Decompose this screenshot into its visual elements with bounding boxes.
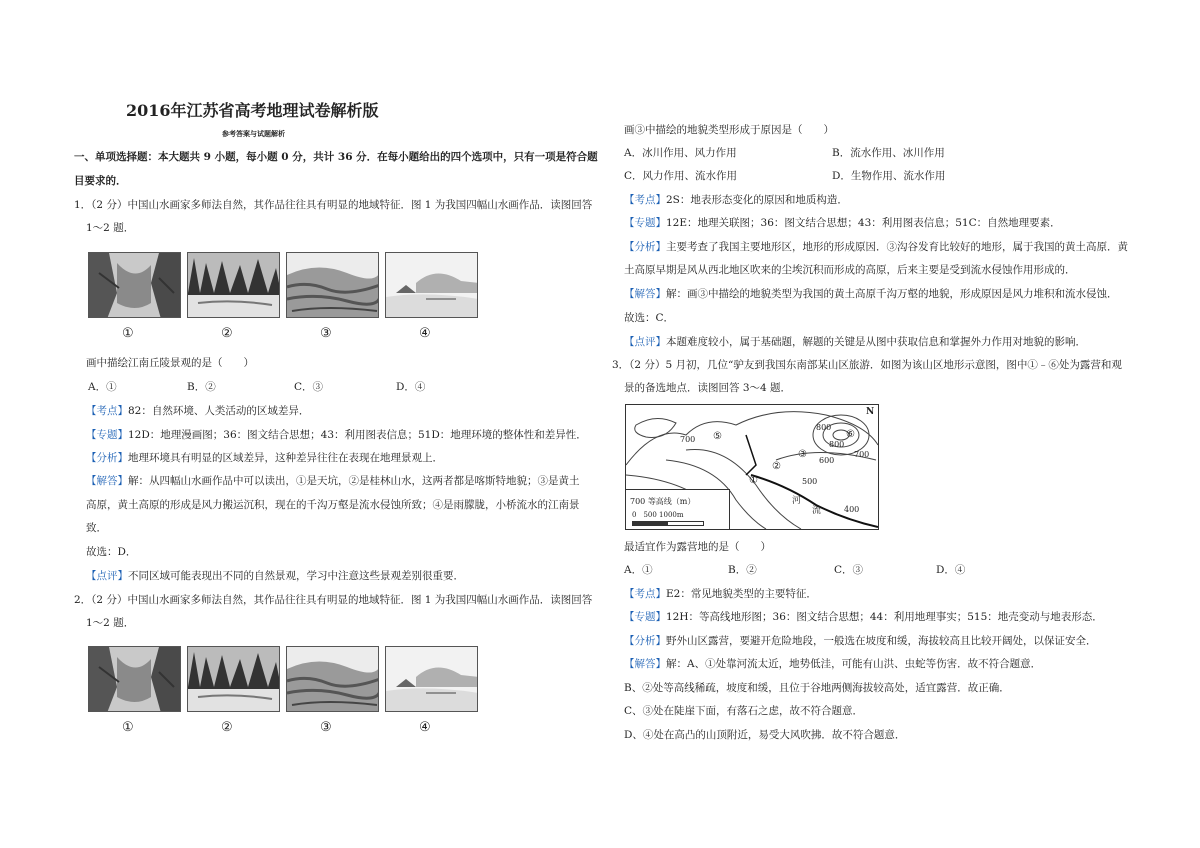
kaodian-tag: 【考点】 — [86, 405, 128, 417]
contour-label: 500 — [802, 477, 818, 486]
river-label: 流 — [812, 506, 822, 516]
q1-answer: 故选：D． — [86, 546, 137, 558]
north-arrow-icon: N — [866, 407, 875, 417]
q1-dianping — [86, 569, 464, 583]
q1-stem: 1．（2 分）中国山水画家多师法自然，其作品往往具有明显的地域特征．图 1 为我国四幅山水画作品．读图回答 — [74, 199, 593, 211]
painting-label-4: ④ — [419, 326, 431, 341]
painting-1 — [88, 252, 181, 318]
q1-jieda-text-3: 致． — [86, 522, 107, 534]
legend-contour: 700 等高线（m） — [630, 497, 696, 506]
q3-stem-cont: 景的备选地点．读图回答 3～4 题． — [624, 382, 792, 394]
q2-fenxi-text-2: 土高原早期是风从西北地区吹来的尘埃沉积而形成的高原，后来主要是受到流水侵蚀作用形成的． — [624, 264, 1076, 276]
q3-option-a: A．① — [624, 564, 653, 576]
painting-label-1: ① — [122, 326, 134, 341]
dianping-tag: 【点评】 — [86, 570, 128, 582]
zhuanti-tag: 【专题】 — [624, 217, 666, 229]
q2-jieda — [624, 287, 1118, 301]
q1-jieda-text-1: 解：从四幅山水画作品中可以读出，①是天坑，②是桂林山水，这两者都是喀斯特地貌；③是黄土 — [128, 475, 580, 487]
jieda-tag: 【解答】 — [86, 475, 128, 487]
q2-zhuanti — [624, 216, 1061, 230]
q1-kaodian — [86, 404, 309, 418]
q3-stem: 3．（2 分）5 月初，几位“驴友到我国东南部某山区旅游．如图为该山区地形示意图，图中①﹣⑥处为露营和观 — [612, 359, 1122, 371]
q2-option-c: C．风力作用、流水作用 — [624, 170, 738, 182]
dianping-tag: 【点评】 — [624, 336, 666, 348]
q1-option-a: A．① — [88, 381, 117, 393]
q1-paintings — [88, 252, 478, 318]
q3-fenxi-text: 野外山区露营，要避开危险地段，一般选在坡度和缓，海拔较高且比较开阔处，以保证安全． — [666, 635, 1097, 647]
kaodian-tag: 【考点】 — [624, 588, 666, 600]
q2-fenxi-text-1: 主要考查了我国主要地形区，地形的形成原因．③沟谷发育比较好的地形，属于我国的黄土高原．黄 — [666, 241, 1128, 253]
jieda-tag: 【解答】 — [624, 288, 666, 300]
jieda-tag: 【解答】 — [624, 658, 666, 670]
site-marker: ③ — [798, 449, 807, 460]
q2-jieda-text: 解：画③中描绘的地貌类型为我国的黄土高原千沟万壑的地貌，形成原因是风力堆积和流水侵蚀． — [666, 288, 1118, 300]
painting-label-3: ③ — [320, 326, 332, 341]
q2-dianping — [624, 335, 1086, 349]
section-heading-cont: 目要求的． — [74, 175, 127, 187]
site-marker: ⑥ — [846, 429, 855, 440]
q3-option-c: C．③ — [834, 564, 864, 576]
q1-fenxi-text: 地理环境具有明显的区域差异，这种差异往往在表现在地理景观上． — [128, 452, 443, 464]
q3-kaodian-text: E2：常见地貌类型的主要特征． — [666, 588, 817, 600]
q3-jieda-b: B、②处等高线稀疏，坡度和缓，且位于谷地两侧海拔较高处，适宜露营．故正确． — [624, 682, 1010, 694]
q3-option-d: D．④ — [936, 564, 966, 576]
q2-question: 画③中描绘的地貌类型形成于原因是（ ） — [624, 124, 834, 136]
site-marker: ② — [772, 461, 781, 472]
q2-paintings — [88, 646, 478, 712]
fenxi-tag: 【分析】 — [86, 452, 128, 464]
q1-dianping-text: 不同区域可能表现出不同的自然景观，学习中注意这些景观差别很重要． — [128, 570, 464, 582]
q2-kaodian-text: 2S：地表形态变化的原因和地质构造． — [666, 194, 848, 206]
q3-fenxi — [624, 634, 1097, 648]
q3-jieda-c: C、③处在陡崖下面，有落石之虑，故不符合题意． — [624, 705, 864, 717]
page-title: 2016年江苏省高考地理试卷解析版 — [126, 101, 379, 120]
q2-dianping-text: 本题难度较小，属于基础题，解题的关键是从图中获取信息和掌握外力作用对地貌的影响． — [666, 336, 1086, 348]
q2-option-d: D．生物作用、流水作用 — [832, 170, 946, 182]
q3-question: 最适宜作为露营地的是（ ） — [624, 541, 771, 553]
q2-stem: 2．（2 分）中国山水画家多师法自然，其作品往往具有明显的地域特征．图 1 为我国四幅山水画作品．读图回答 — [74, 594, 593, 606]
painting-1 — [88, 646, 181, 712]
q1-zhuanti — [86, 428, 587, 442]
painting-3 — [286, 646, 379, 712]
painting-3 — [286, 252, 379, 318]
contour-label: 600 — [819, 456, 835, 465]
q1-jieda — [86, 474, 580, 488]
painting-label-1: ① — [122, 720, 134, 735]
painting-label-2: ② — [221, 326, 233, 341]
q1-option-b: B．② — [187, 381, 216, 393]
q2-option-b: B．流水作用、冰川作用 — [832, 147, 945, 159]
q2-zhuanti-text: 12E：地理关联图；36：图文结合思想；43：利用图表信息；51C：自然地理要素． — [666, 217, 1061, 229]
q1-option-d: D．④ — [396, 381, 426, 393]
painting-4 — [385, 646, 478, 712]
q1-jieda-text-2: 高原，黄土高原的形成是风力搬运沉积，现在的千沟万壑是流水侵蚀所致；④是雨朦胧，小桥流水的江南景 — [86, 499, 580, 511]
q2-painting-labels — [88, 720, 488, 738]
contour-label: 700 — [854, 450, 870, 459]
kaodian-tag: 【考点】 — [624, 194, 666, 206]
q1-kaodian-text: 82：自然环境、人类活动的区域差异． — [128, 405, 310, 417]
contour-label: 800 — [816, 423, 832, 432]
painting-2 — [187, 646, 280, 712]
q3-kaodian — [624, 587, 817, 601]
painting-label-2: ② — [221, 720, 233, 735]
q1-question: 画中描绘江南丘陵景观的是（ ） — [86, 357, 254, 369]
painting-label-4: ④ — [419, 720, 431, 735]
zhuanti-tag: 【专题】 — [86, 429, 128, 441]
q3-zhuanti-text: 12H：等高线地形图；36：图文结合思想；44：利用地理事实；515：地壳变动与地表形态． — [666, 611, 1103, 623]
contour-label: 400 — [844, 505, 860, 514]
contour-label: 700 — [680, 435, 696, 444]
q1-option-c: C．③ — [294, 381, 324, 393]
q1-stem-cont: 1～2 题． — [86, 222, 135, 234]
q2-answer: 故选：C． — [624, 312, 675, 324]
zhuanti-tag: 【专题】 — [624, 611, 666, 623]
q2-option-a: A．冰川作用、风力作用 — [624, 147, 737, 159]
fenxi-tag: 【分析】 — [624, 635, 666, 647]
scale-bar — [632, 521, 704, 526]
q3-jieda-d: D、④处在高凸的山顶附近，易受大风吹拂．故不符合题意． — [624, 729, 906, 741]
q3-zhuanti — [624, 610, 1103, 624]
q1-fenxi — [86, 451, 443, 465]
map-legend — [626, 489, 730, 529]
site-marker: ⑤ — [713, 431, 722, 442]
q3-option-b: B．② — [728, 564, 757, 576]
fenxi-tag: 【分析】 — [624, 241, 666, 253]
legend-scale: 0 500 1000m — [632, 511, 684, 519]
page-subtitle: 参考答案与试题解析 — [222, 129, 285, 138]
q2-stem-cont: 1～2 题． — [86, 617, 135, 629]
q2-kaodian — [624, 193, 848, 207]
q2-fenxi — [624, 240, 1128, 254]
contour-label: 800 — [829, 440, 845, 449]
q3-contour-map — [625, 404, 879, 530]
q3-jieda — [624, 657, 1041, 671]
q3-jieda-text: 解：A、①处靠河流太近，地势低洼，可能有山洪、虫蛇等伤害．故不符合题意． — [666, 658, 1042, 670]
section-heading: 一、单项选择题：本大题共 9 小题，每小题 0 分，共计 36 分．在每小题给出的四个选项中，只有一项是符合题 — [74, 151, 598, 163]
site-marker: ① — [749, 475, 758, 486]
q1-painting-labels — [88, 326, 488, 344]
painting-4 — [385, 252, 478, 318]
painting-label-3: ③ — [320, 720, 332, 735]
q1-zhuanti-text: 12D：地理漫画图；36：图文结合思想；43：利用图表信息；51D：地理环境的整体性和差异性． — [128, 429, 587, 441]
painting-2 — [187, 252, 280, 318]
river-label: 河 — [792, 496, 802, 506]
